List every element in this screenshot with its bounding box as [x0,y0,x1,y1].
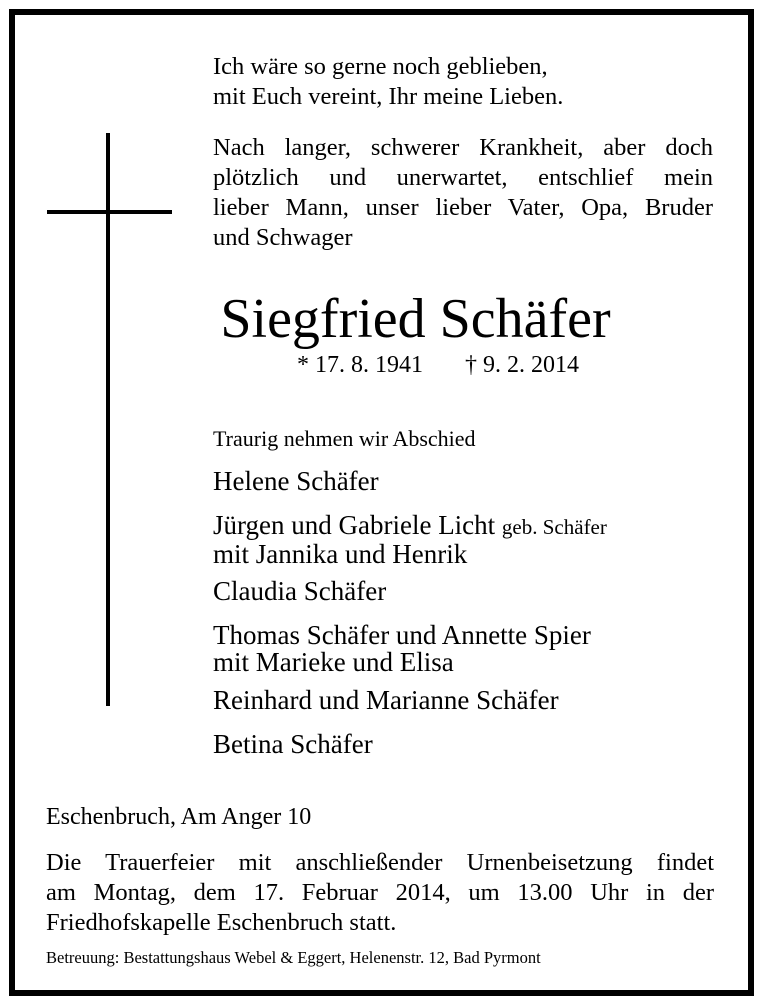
mourner-name: Claudia Schäfer [213,576,387,606]
mourner-entry [213,731,373,758]
death-date: † 9. 2. 2014 [465,352,579,378]
mourner-entry [213,468,379,495]
mourner-entry [213,512,607,568]
poem-line: mit Euch vereint, Ihr meine Lieben. [213,83,564,110]
mourner-name: Betina Schäfer [213,729,373,759]
address: Eschenbruch, Am Anger 10 [46,804,312,830]
birth-date: * 17. 8. 1941 [297,352,423,378]
mourner-entry [213,578,386,605]
mourner-entry [213,687,559,714]
poem-line: Ich wäre so gerne noch geblieben, [213,53,548,80]
poem [213,52,563,112]
mourner-name-line2: mit Marieke und Elisa [213,647,454,677]
mourners-heading: Traurig nehmen wir Abschied [213,426,476,451]
intro-line: plötzlich und unerwartet, entschlief mein [213,164,713,191]
cross-icon-vertical-bar [106,133,110,706]
mourner-name: Helene Schäfer [213,466,379,496]
ceremony-line: am Montag, dem 17. Februar 2014, um 13.00 Uhr in der [46,879,714,906]
deceased-name: Siegfried Schäfer [220,288,611,350]
undertaker-note: Betreuung: Bestattungshaus Webel & Eggert, Helenenstr. 12, Bad Pyrmont [46,948,541,967]
mourner-name: Reinhard und Marianne Schäfer [213,685,559,715]
cross-icon-horizontal-bar [47,210,172,214]
intro-line: Nach langer, schwerer Krankheit, aber doch [213,134,713,161]
ceremony-line: Die Trauerfeier mit anschließender Urnenbeisetzung findet [46,849,714,876]
life-dates [297,350,579,380]
mourner-name: Jürgen und Gabriele Licht [213,510,496,540]
intro-line: lieber Mann, unser lieber Vater, Opa, Bruder [213,194,713,221]
ceremony-line: Friedhofskapelle Eschenbruch statt. [46,909,397,936]
intro-line: und Schwager [213,224,353,251]
mourner-note: geb. Schäfer [501,515,607,539]
intro-text [213,133,713,253]
mourner-name-line2: mit Jannika und Henrik [213,539,468,569]
mourner-entry [213,622,591,676]
mourner-name: Thomas Schäfer und Annette Spier [213,620,591,650]
ceremony-text [46,848,714,938]
